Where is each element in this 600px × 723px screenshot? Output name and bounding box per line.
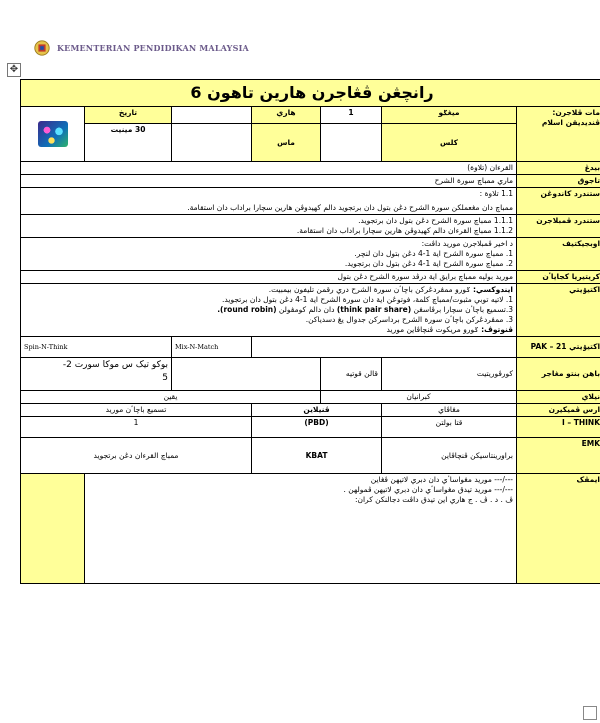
aras-label: ارس ڤميکيرن: [517, 404, 600, 417]
time-label: ماس: [252, 124, 321, 162]
pak21-label: اکتيۏيتي PAK – 21: [517, 337, 600, 358]
page-title: رانچڠن ڤڠاجرن هارين تاهون 6: [21, 80, 600, 107]
week-value: 1: [321, 107, 382, 124]
textbook-cover-image: [38, 121, 68, 147]
class-label: کلس: [382, 124, 517, 162]
day-label: هاري: [252, 107, 321, 124]
time-value: [172, 124, 252, 162]
bbm-value-1: کورڤوريتيت: [382, 358, 517, 391]
nilai-label: نيلاي: [517, 391, 600, 404]
class-value: [321, 124, 382, 162]
activity-value: ايندوکسي: ݢورو ممڤردڠرکن باچاٴن سورة الشرح دري رقمن تليفون بيمبيت. 1. لاتيه توبي مثبوت/ممباچ کلمة، فوتوڠن اية دان سورة الشرح اية 1-4 دڠن بتول دان برتجويد. 3.تسميع باچاٴن سچارا برڤاسڠن (think pair share) دان دالم کومڤولن (round robin). 3. ممڤردڠرکن باچاٴن سورة الشرح برداسرکن جدوال يڠ دسدياکن. ڤنوتوڤ: ݢورو مريکوت ڤنچاڤاين موريد: [21, 284, 517, 337]
sk-value: 1.1 تلاوة : ممباچ دان مڠعملکن سورة الشرح دڠن بتول دان برتجويد دالم کهيدوڤن هارين سچارا براداب دان استقامة.: [21, 188, 517, 215]
subject-cell: مات ڤلاجرن: ڤنديديقن اسلام: [517, 107, 600, 162]
emk-value-2: KBAT: [252, 438, 382, 474]
duration-value: 30 مينيت: [85, 124, 172, 162]
aras-value-3: تسميع باچاٴن موريد: [21, 404, 252, 417]
pak21-value-1: Mix-N-Match: [172, 337, 252, 358]
ithink-value-2: (PBD): [252, 417, 382, 438]
sk-label: ستندرد کاندوڠن: [517, 188, 600, 215]
ithink-value-3: 1: [21, 417, 252, 438]
ministry-name: KEMENTERIAN PENDIDIKAN MALAYSIA: [57, 43, 249, 53]
table-move-handle-icon[interactable]: ✥: [7, 63, 21, 77]
pak21-empty: [252, 337, 517, 358]
impak-label: ايمڤک: [517, 474, 600, 584]
nilai-value-2: يقين: [21, 391, 321, 404]
objective-value: د اخير ڤمبلاجرن موريد داڤت: 1. ممباچ سورة الشرح اية 1-4 دڠن بتول دان لنچر. 2. ممباچ سورة الشرح اية 1-4 دڠن بتول دان برتجويد.: [21, 238, 517, 271]
bidang-label: بيدڠ: [517, 162, 600, 175]
bbm-label: باهن بنتو مڠاجر: [517, 358, 600, 391]
ministry-header: [33, 38, 249, 58]
pak21-value-2: Spin-N-Think: [21, 337, 172, 358]
emk-label: EMK: [517, 438, 600, 474]
criteria-label: کريتيريا کجاياٴن: [517, 271, 600, 284]
impak-value: ---/--- موريد مڠواساٴي دان دبري لاتيهن ڤڠاين ---/--- موريد تيدق مڠواساٴي دان دبري لاتيهن ڤمولهن . ڤ . د . ڤ . ج هاري اين تيدق داڤت دجالنکن کران:: [85, 474, 517, 584]
page-corner-checkbox[interactable]: [583, 706, 597, 720]
tajuk-value: ماري ممباچ سورة الشرح: [21, 175, 517, 188]
emk-value-3: ممباچ القرءان دڠن برتجويد: [21, 438, 252, 474]
book-cover-cell: [21, 107, 85, 162]
nilai-value-1: کبرانيان: [321, 391, 517, 404]
ithink-value-1: قتا بولتن: [382, 417, 517, 438]
emk-value-1: براورينتاسيکن ڤنچاڤاين: [382, 438, 517, 474]
lesson-plan-table: [20, 79, 600, 584]
bbm-value-3: بوکو تيک س موکا سورت 2- 5: [21, 358, 172, 391]
bbm-value-2: قالن قوتيه: [321, 358, 382, 391]
sp-label: ستندرد ڤمبلاجرن: [517, 215, 600, 238]
criteria-value: موريد بوليه ممباچ برايق اية درڤد سورة الشرح دڠن بتول: [21, 271, 517, 284]
objective-label: اوبجيکتيف: [517, 238, 600, 271]
date-label: تاريخ: [85, 107, 172, 124]
day-value: [172, 107, 252, 124]
impak-side-cell: [21, 474, 85, 584]
bidang-value: القرءان (تلاوة): [21, 162, 517, 175]
aras-value-2: ڤنيلاين: [252, 404, 382, 417]
aras-value-1: مڠاڤاي: [382, 404, 517, 417]
tajuk-label: تاجوق: [517, 175, 600, 188]
activity-label: اکتيۏيتي: [517, 284, 600, 337]
malaysia-crest-icon: [33, 39, 51, 57]
sp-value: 1.1.1 ممباچ سورة الشرح دڠن بتول دان برتجويد. 1.1.2 ممباچ القرءان دالم کهيدوڤن هارين سچارا براداب دان استقامة.: [21, 215, 517, 238]
ithink-label: I – THINK: [517, 417, 600, 438]
bbm-value-empty: [172, 358, 321, 391]
week-label: ميڠݢو: [382, 107, 517, 124]
